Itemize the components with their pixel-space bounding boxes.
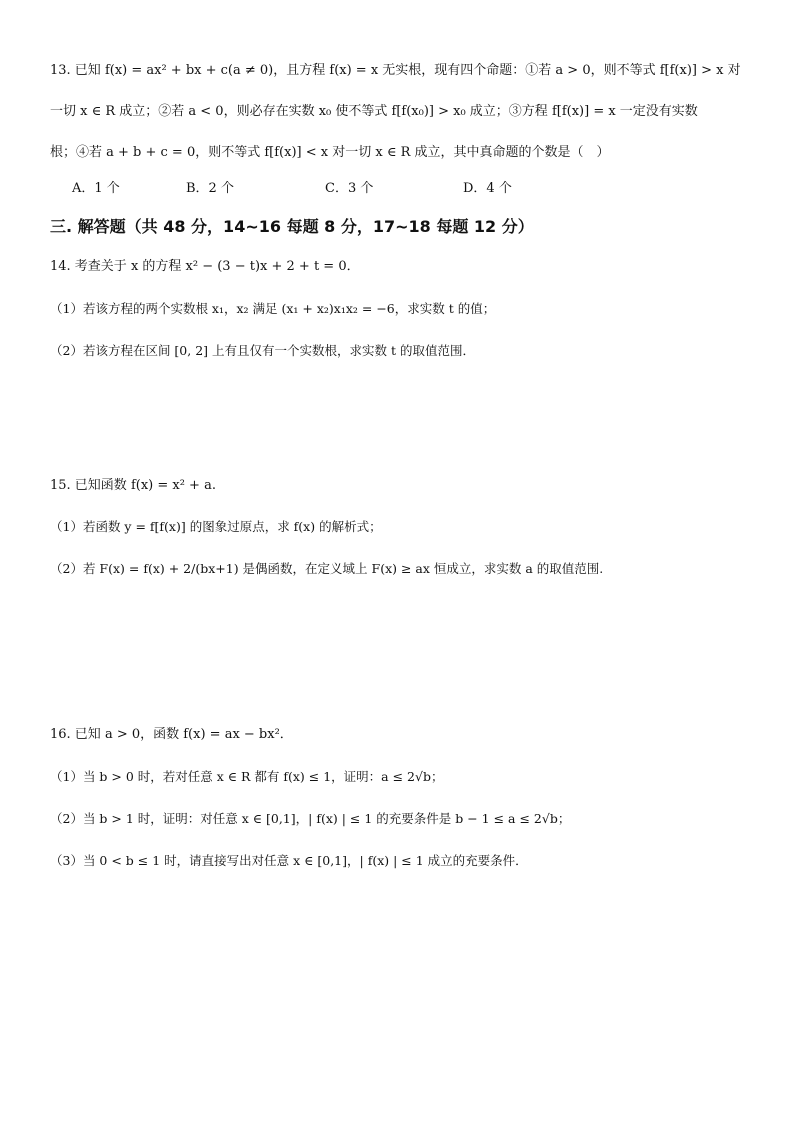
- section-heading: 三. 解答题（共 48 分，14~16 每题 8 分，17~18 每题 12 分）: [50, 217, 534, 236]
- q15-part-2: （2）若 F(x) = f(x) + 2/(bx+1) 是偶函数，在定义域上 F(x) ≥ ax 恒成立，求实数 a 的取值范围.: [50, 561, 604, 576]
- q13-line-1: 13. 已知 f(x) = ax² + bx + c(a ≠ 0)，且方程 f(x) = x 无实根，现有四个命题：①若 a > 0，则不等式 f[f(x)] > x 对: [50, 63, 741, 78]
- option-d: D．4 个: [463, 181, 512, 196]
- q14-part-1: （1）若该方程的两个实数根 x₁，x₂ 满足 (x₁ + x₂)x₁x₂ = −6，求实数 t 的值；: [50, 301, 496, 316]
- q16-stem: 16. 已知 a > 0，函数 f(x) = ax − bx²．: [50, 727, 293, 742]
- q15-stem: 15. 已知函数 f(x) = x² + a.: [50, 478, 216, 493]
- q16-part-2: （2）当 b > 1 时，证明：对任意 x ∈ [0,1]，| f(x) | ≤ 1 的充要条件是 b − 1 ≤ a ≤ 2√b；: [50, 811, 571, 826]
- option-c: C．3 个: [325, 181, 374, 196]
- q13-line-2: 一切 x ∈ R 成立；②若 a < 0，则必存在实数 x₀ 使不等式 f[f(x₀)] > x₀ 成立；③方程 f[f(x)] = x 一定没有实数: [50, 104, 698, 119]
- option-b: B．2 个: [186, 181, 234, 196]
- q13-line-3: 根；④若 a + b + c = 0，则不等式 f[f(x)] < x 对一切 x ∈ R 成立，其中真命题的个数是（ ）: [50, 145, 610, 160]
- q15-part-1: （1）若函数 y = f[f(x)] 的图象过原点，求 f(x) 的解析式；: [50, 519, 382, 534]
- option-a: A．1 个: [72, 181, 120, 196]
- q14-part-2: （2）若该方程在区间 [0, 2] 上有且仅有一个实数根，求实数 t 的取值范围．: [50, 343, 475, 358]
- q16-part-3: （3）当 0 < b ≤ 1 时，请直接写出对任意 x ∈ [0,1]，| f(x) | ≤ 1 成立的充要条件．: [50, 853, 528, 868]
- q16-part-1: （1）当 b > 0 时，若对任意 x ∈ R 都有 f(x) ≤ 1，证明：a ≤ 2√b；: [50, 769, 444, 784]
- q14-stem: 14. 考查关于 x 的方程 x² − (3 − t)x + 2 + t = 0．: [50, 259, 360, 274]
